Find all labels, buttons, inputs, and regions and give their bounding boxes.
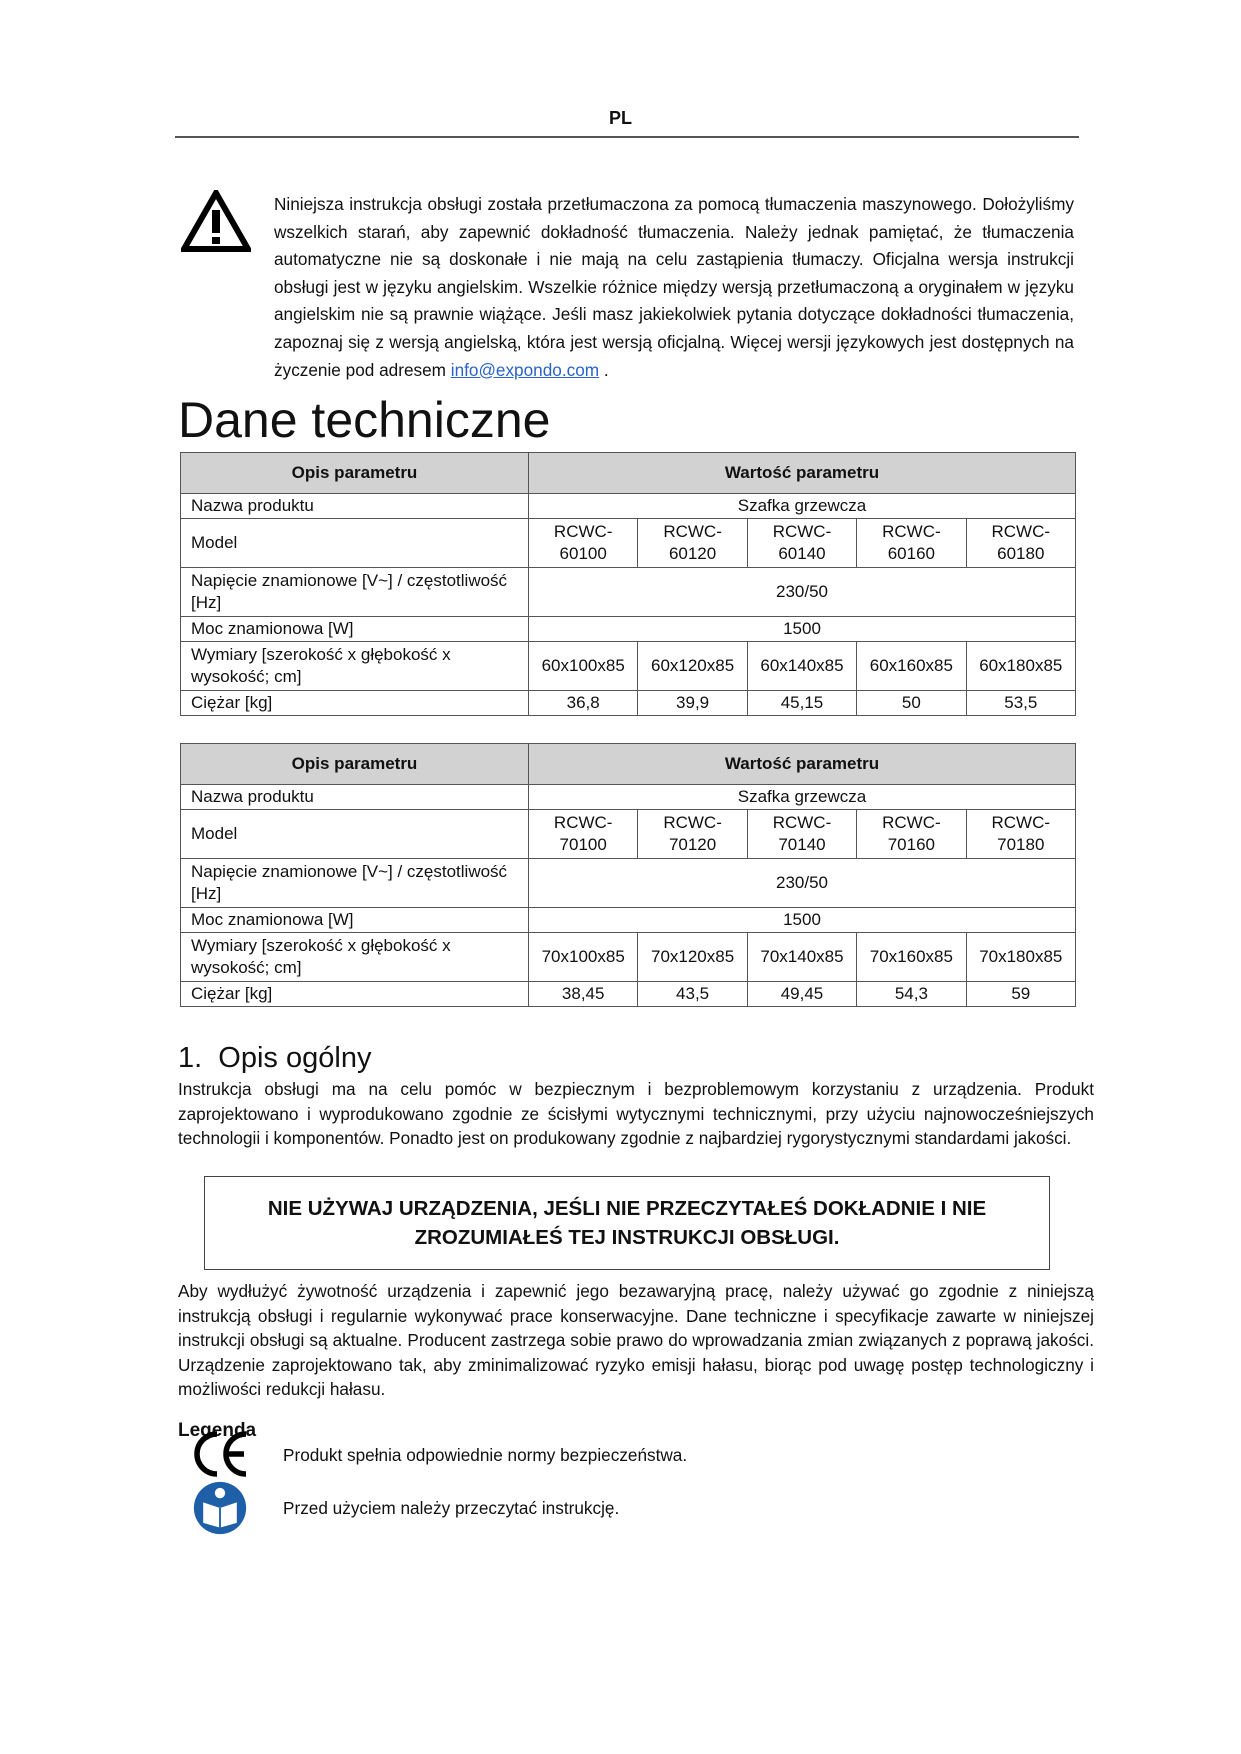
weight-cell: 59	[966, 982, 1075, 1007]
row-label: Nazwa produktu	[181, 785, 529, 810]
row-label: Moc znamionowa [W]	[181, 617, 529, 642]
row-label: Model	[181, 810, 529, 859]
model-cell: RCWC- 70180	[966, 810, 1075, 859]
warning-line: ZROZUMIAŁEŚ TEJ INSTRUKCJI OBSŁUGI.	[414, 1226, 840, 1249]
model-cell: RCWC- 60140	[747, 519, 856, 568]
header-param: Opis parametru	[181, 453, 529, 494]
dimension-cell: 70x100x85	[529, 933, 638, 982]
row-label: Moc znamionowa [W]	[181, 908, 529, 933]
weight-cell: 54,3	[857, 982, 966, 1007]
power-value: 1500	[529, 908, 1076, 933]
notice-text: Niniejsza instrukcja obsługi została przetłumaczona za pomocą tłumaczenia maszynowego. Dołożyliśmy wszelkich starań, aby zapewnić dokładność tłumaczenia. Należy jednak pamiętać, że tłumaczenia automatyczne nie są doskonałe i nie mają na celu zastąpienia tłumaczy. Oficjalna wersja instrukcji obsługi jest w języku angielskim. Wszelkie różnice między wersją przetłumaczoną a oryginałem w języku angielskim nie są prawnie wiążące. Jeśli masz jakiekolwiek pytania dotyczące dokładności tłumaczenia, zapoznaj się z wersją angielską, która jest wersją oficjalną. Więcej wersji językowych jest dostępnych na życzenie pod adresem	[274, 194, 1074, 380]
weight-cell: 38,45	[529, 982, 638, 1007]
voltage-value: 230/50	[529, 859, 1076, 908]
page-title: Dane techniczne	[178, 392, 551, 448]
general-description: Instrukcja obsługi ma na celu pomóc w bezpiecznym i bezproblemowym korzystaniu z urządzenia. Produkt zaprojektowano i wyprodukowano zgodnie ze ścisłymi wytycznymi technicznymi, przy użyciu najnowocześniejszych technologii i komponentów. Ponadto jest on produkowany zgodnie z najbardziej rygorystycznymi standardami jakości.	[178, 1079, 1094, 1148]
model-cell: RCWC- 60160	[857, 519, 966, 568]
row-label: Model	[181, 519, 529, 568]
row-label: Ciężar [kg]	[181, 691, 529, 716]
dimension-cell: 60x160x85	[857, 642, 966, 691]
model-cell: RCWC- 70120	[638, 810, 747, 859]
email-link[interactable]: info@expondo.com	[450, 359, 600, 380]
weight-cell: 45,15	[747, 691, 856, 716]
model-cell: RCWC- 70100	[529, 810, 638, 859]
warning-triangle-icon	[181, 190, 251, 252]
dimension-cell: 70x180x85	[966, 933, 1075, 982]
model-cell: RCWC- 60180	[966, 519, 1075, 568]
notice-end: .	[599, 359, 609, 380]
model-cell: RCWC- 60120	[638, 519, 747, 568]
spec-table-70	[180, 743, 1076, 1007]
weight-cell: 53,5	[966, 691, 1075, 716]
section-heading: 1. Opis ogólny	[178, 1042, 372, 1074]
warning-line: NIE UŻYWAJ URZĄDZENIA, JEŚLI NIE PRZECZYTAŁEŚ DOKŁADNIE I NIE	[267, 1197, 987, 1220]
translation-notice	[274, 191, 1074, 384]
dimension-cell: 70x120x85	[638, 933, 747, 982]
ce-mark-icon	[190, 1426, 250, 1482]
weight-cell: 49,45	[747, 982, 856, 1007]
weight-cell: 50	[857, 691, 966, 716]
model-cell: RCWC- 60100	[529, 519, 638, 568]
row-label: Wymiary [szerokość x głębokość x wysokość; cm]	[181, 933, 529, 982]
maintenance-paragraph: Aby wydłużyć żywotność urządzenia i zapewnić jego bezawaryjną pracę, należy używać go zgodnie z niniejszą instrukcją obsługi i regularnie wykonywać prace konserwacyjne. Dane techniczne i specyfikacje zawarte w niniejszej instrukcji obsługi są aktualne. Producent zastrzega sobie prawo do wprowadzania zmian związanych z poprawą jakości. Urządzenie zaprojektowano tak, aby zminimalizować ryzyko emisji hałasu, biorąc pod uwagę postęp technologiczny i możliwości redukcji hałasu.	[178, 1281, 1094, 1399]
page-language: PL	[608, 108, 632, 128]
spec-table-60	[180, 452, 1076, 716]
weight-cell: 39,9	[638, 691, 747, 716]
warning-box	[204, 1176, 1050, 1270]
legend-manual-text: Przed użyciem należy przeczytać instrukcję.	[283, 1498, 620, 1518]
row-label: Ciężar [kg]	[181, 982, 529, 1007]
dimension-cell: 60x180x85	[966, 642, 1075, 691]
model-cell: RCWC- 70140	[747, 810, 856, 859]
header-param: Opis parametru	[181, 744, 529, 785]
row-label: Napięcie znamionowe [V~] / częstotliwość [Hz]	[181, 859, 529, 908]
weight-cell: 43,5	[638, 982, 747, 1007]
model-cell: RCWC- 70160	[857, 810, 966, 859]
header-value: Wartość parametru	[529, 744, 1076, 785]
row-label: Wymiary [szerokość x głębokość x wysokość; cm]	[181, 642, 529, 691]
header-value: Wartość parametru	[529, 453, 1076, 494]
legend-title: Legenda	[178, 1420, 257, 1441]
legend-ce-text: Produkt spełnia odpowiednie normy bezpieczeństwa.	[283, 1445, 688, 1465]
dimension-cell: 70x140x85	[747, 933, 856, 982]
product-name: Szafka grzewcza	[529, 785, 1076, 810]
weight-cell: 36,8	[529, 691, 638, 716]
row-label: Napięcie znamionowe [V~] / częstotliwość [Hz]	[181, 568, 529, 617]
voltage-value: 230/50	[529, 568, 1076, 617]
read-manual-icon	[190, 1480, 250, 1536]
product-name: Szafka grzewcza	[529, 494, 1076, 519]
dimension-cell: 70x160x85	[857, 933, 966, 982]
power-value: 1500	[529, 617, 1076, 642]
row-label: Nazwa produktu	[181, 494, 529, 519]
dimension-cell: 60x100x85	[529, 642, 638, 691]
dimension-cell: 60x140x85	[747, 642, 856, 691]
dimension-cell: 60x120x85	[638, 642, 747, 691]
header-divider	[175, 136, 1079, 138]
